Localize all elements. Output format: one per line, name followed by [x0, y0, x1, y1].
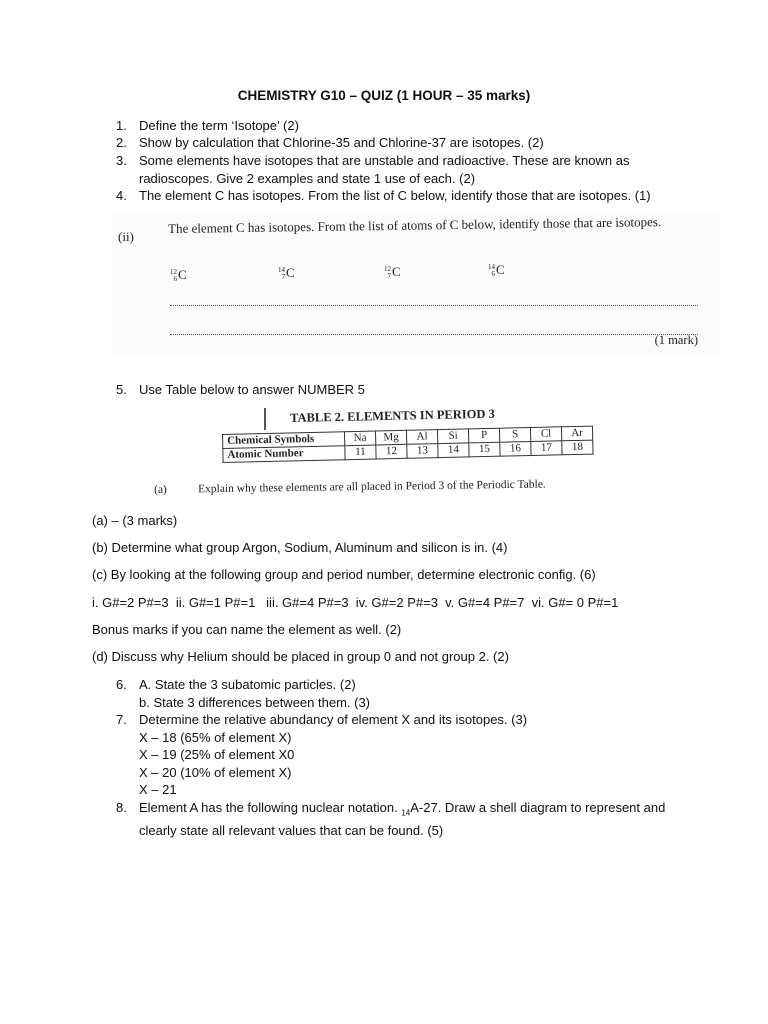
question-number: 1.: [116, 118, 127, 133]
table-cell: 17: [531, 441, 562, 456]
mass-atomic-numbers: 12 7: [384, 265, 391, 281]
question-number: 3.: [116, 153, 127, 168]
paragraph: (a) – (3 marks): [92, 513, 178, 528]
table-cell: 13: [407, 444, 438, 459]
table-caption: TABLE 2. ELEMENTS IN PERIOD 3: [290, 406, 495, 425]
paragraph: (d) Discuss why Helium should be placed in group 0 and not group 2. (2): [92, 649, 509, 664]
question-text: Define the term ‘Isotope’ (2): [139, 118, 299, 133]
atomic-number-subscript: 14: [401, 808, 411, 818]
question-8: [116, 799, 696, 840]
question-text: Determine the relative abundancy of element X and its isotopes. (3): [139, 712, 528, 727]
question-6: [116, 676, 696, 711]
question-3: [116, 152, 696, 187]
question-text: Some elements have isotopes that are unstable and radioactive. These are known as: [139, 153, 630, 168]
element-symbol: C: [286, 265, 295, 280]
table-cell: 18: [562, 440, 593, 455]
table-cell: Mg: [375, 430, 406, 445]
question-text: Explain why these elements are all placed in Period 3 of the Periodic Table.: [197, 478, 546, 496]
mass-atomic-numbers: 12 6: [170, 268, 177, 284]
isotope-notation: [384, 264, 401, 280]
table-cell: 15: [469, 442, 500, 457]
row-header: Chemical Symbols: [223, 432, 345, 449]
question-4: [116, 187, 696, 205]
question-text: Show by calculation that Chlorine-35 and Chlorine-37 are isotopes. (2): [139, 135, 544, 150]
answer-line: [170, 334, 698, 335]
question-number: 6.: [116, 677, 127, 692]
page-title: CHEMISTRY G10 – QUIZ (1 HOUR – 35 marks): [237, 88, 531, 103]
question-5: [116, 381, 696, 399]
question-text: [139, 799, 696, 822]
question-7: [116, 711, 696, 799]
table-cell: Na: [344, 431, 375, 446]
paragraph: (b) Determine what group Argon, Sodium, Aluminum and silicon is in. (4): [92, 540, 508, 555]
paragraph: (c) By looking at the following group and period number, determine electronic config. (6): [92, 567, 596, 582]
question-text: The element C has isotopes. From the list of C below, identify those that are isotopes. (1): [139, 188, 651, 203]
table-cell: Si: [437, 429, 468, 444]
scan-edge-mark: [264, 408, 266, 430]
isotope-notation: [278, 265, 295, 281]
table-cell: 14: [438, 443, 469, 458]
isotope-notation: [488, 262, 505, 278]
question-2: [116, 134, 696, 152]
period-3-table-scan: [150, 408, 630, 504]
table-cell: S: [499, 428, 530, 443]
table-cell: P: [468, 428, 499, 443]
question-label: (a): [153, 483, 167, 496]
table-cell: 12: [376, 444, 407, 459]
question-text-end: A-27. Draw a shell diagram to represent and: [410, 800, 666, 815]
table-cell: 16: [500, 441, 531, 456]
question-subpart: b. State 3 differences between them. (3): [139, 694, 371, 710]
scan-question-text: The element C has isotopes. From the list of atoms of C below, identify those that are isotopes.: [168, 214, 662, 236]
table-cell: 11: [345, 445, 376, 460]
element-symbol: C: [392, 264, 401, 279]
elements-table: [222, 426, 594, 463]
row-header: Atomic Number: [223, 446, 345, 463]
element-symbol: C: [496, 262, 505, 277]
question-number: 8.: [116, 800, 127, 815]
table-cell: Al: [406, 430, 437, 445]
isotope-line: X – 20 (10% of element X): [139, 764, 292, 780]
question-number: 2.: [116, 135, 127, 150]
question-number: 5.: [116, 382, 127, 397]
roman-numeral: (ii): [118, 229, 134, 244]
question-text-start: Element A has the following nuclear notation.: [139, 800, 402, 815]
paragraph: i. G#=2 P#=3 ii. G#=1 P#=1 iii. G#=4 P#=3 iv. G#=2 P#=3 v. G#=4 P#=7 vi. G#= 0 P#=1: [92, 595, 619, 610]
isotope-notation: [170, 267, 187, 283]
isotope-line: X – 19 (25% of element X0: [139, 747, 295, 762]
question-text: Use Table below to answer NUMBER 5: [139, 382, 365, 397]
question-text: A. State the 3 subatomic particles. (2): [139, 677, 356, 692]
table-cell: Cl: [530, 427, 561, 442]
isotope-scan-excerpt: [112, 213, 720, 355]
mass-atomic-numbers: 14 6: [488, 263, 495, 279]
paragraph: Bonus marks if you can name the element as well. (2): [92, 622, 402, 637]
question-1: [116, 117, 696, 135]
mark-value: (1 mark): [654, 333, 698, 347]
isotope-line: X – 21: [139, 782, 177, 797]
question-number: 7.: [116, 712, 127, 727]
answer-line: [170, 305, 698, 306]
table-cell: Ar: [561, 426, 592, 441]
element-symbol: C: [178, 267, 187, 282]
question-number: 4.: [116, 188, 127, 203]
isotope-line: X – 18 (65% of element X): [139, 729, 292, 745]
question-text-continued: clearly state all relevant values that can be found. (5): [139, 823, 444, 839]
mass-atomic-numbers: 14 7: [278, 266, 285, 282]
question-text-continued: radioscopes. Give 2 examples and state 1 use of each. (2): [139, 170, 476, 186]
